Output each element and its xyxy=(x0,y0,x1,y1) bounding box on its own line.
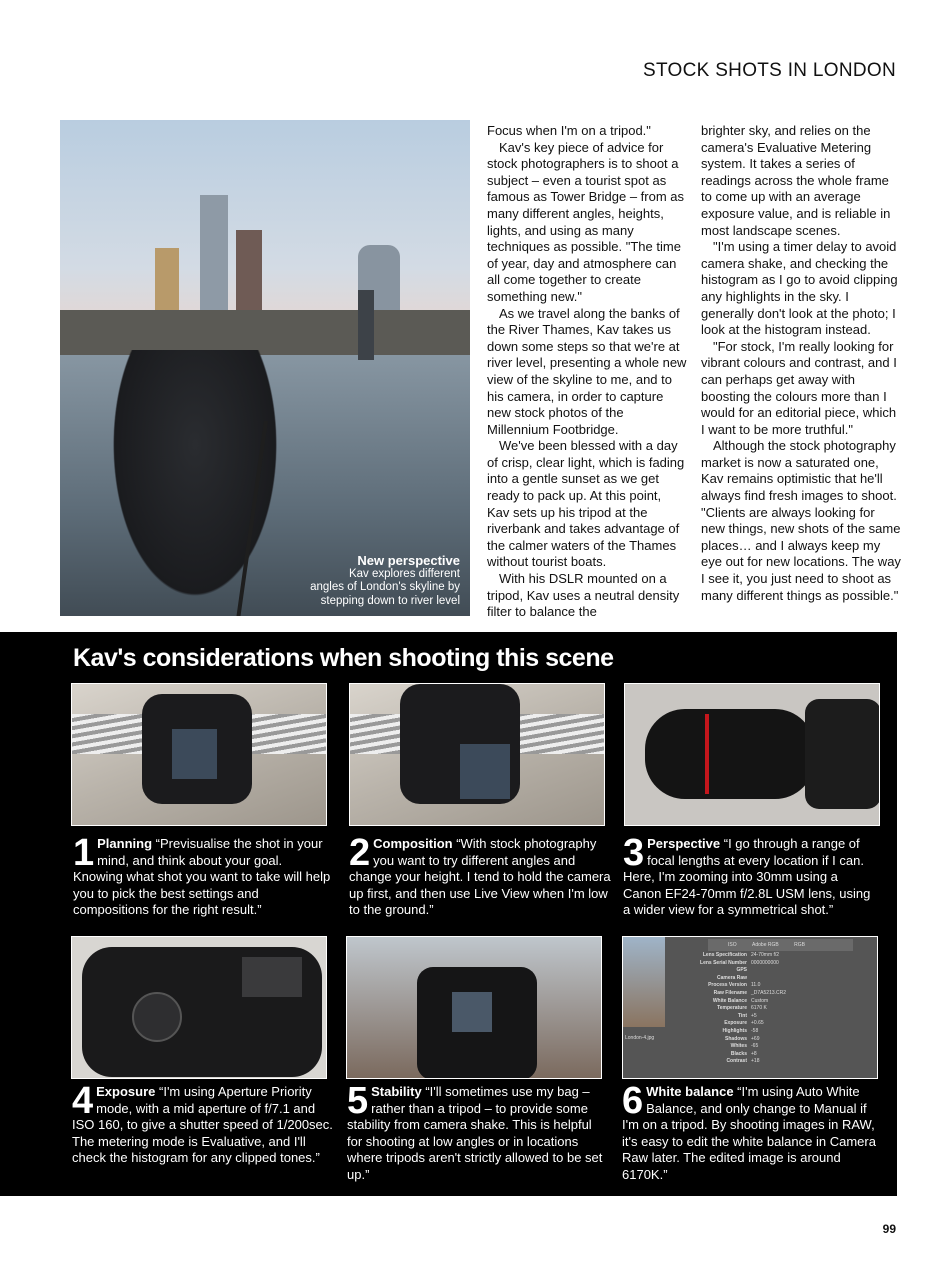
tip-3 xyxy=(623,832,878,919)
tip-5 xyxy=(347,1080,609,1184)
raw-metadata-value: +5 xyxy=(751,1012,757,1019)
box-title: Kav's considerations when shooting this scene xyxy=(73,644,614,672)
tip-label: Planning xyxy=(97,836,153,851)
raw-metadata-row xyxy=(667,967,877,975)
tip-text: “I go through a range of focal lengths at every location if I can. Here, I'm zooming into 30mm using a Canon EF24-70mm f/2.8L USM lens, using a wider view for a symmetrical shot.” xyxy=(623,836,871,918)
raw-metadata-key: Process Version xyxy=(708,982,747,989)
raw-metadata-key: Camera Raw xyxy=(716,974,747,981)
raw-metadata-value: -58 xyxy=(751,1027,759,1034)
raw-metadata-row xyxy=(667,1036,877,1044)
raw-metadata-row xyxy=(667,982,877,990)
tip-number: 1 xyxy=(73,832,95,874)
raw-metadata-value: 24-70mm f/2 xyxy=(751,952,780,958)
raw-metadata-key: Lens Specification xyxy=(702,952,747,958)
raw-panel-top xyxy=(708,939,853,951)
raw-metadata-value: 6170 K xyxy=(751,1005,767,1012)
paragraph: With his DSLR mounted on a tripod, Kav uses a neutral density filter to balance the xyxy=(487,571,680,620)
raw-metadata-value: +0.65 xyxy=(751,1020,764,1027)
caption-line: stepping down to river level xyxy=(320,594,460,607)
raw-metadata-key: Whites xyxy=(730,1043,747,1050)
tip-number: 2 xyxy=(349,832,371,874)
raw-metadata-value: 0000000000 xyxy=(751,959,779,966)
article-column-2 xyxy=(701,123,901,604)
tip-text: “With stock photography you want to try different angles and change your height. I tend to hold the camera up first, and then use Live View when I'm low to the ground.” xyxy=(349,836,611,918)
tip-3-photo xyxy=(624,683,880,826)
raw-metadata-key: Highlights xyxy=(722,1027,747,1034)
paragraph: We've been blessed with a day of crisp, clear light, which is fading into a gentle sunset as we get ready to pack up. At this point, Kav sets up his tripod at the riverbank and takes advantage of the calmer waters of the Thames without tourist boats. xyxy=(487,438,685,570)
paragraph: Focus when I'm on a tripod." xyxy=(487,123,651,138)
tip-number: 6 xyxy=(622,1080,644,1122)
raw-metadata-value: Custom xyxy=(751,997,769,1004)
tip-number: 4 xyxy=(72,1080,94,1122)
raw-metadata-key: Lens Serial Number xyxy=(700,959,747,966)
raw-metadata-key: Raw Filename xyxy=(713,989,747,996)
tip-5-photo xyxy=(346,936,602,1079)
raw-metadata-row xyxy=(667,1005,877,1013)
raw-metadata-key: Contrast xyxy=(726,1058,747,1065)
page-number: 99 xyxy=(882,1222,896,1236)
photographer-figure xyxy=(100,350,290,616)
tip-label: Stability xyxy=(371,1084,422,1099)
raw-metadata-row xyxy=(667,1051,877,1059)
raw-metadata-value: 11.0 xyxy=(751,982,761,989)
section-title: STOCK SHOTS IN LONDON xyxy=(643,60,896,81)
tip-text: “Previsualise the shot in your mind, and think about your goal. Knowing what shot you want to take will help you to pick the best settings and compositions for the right result.” xyxy=(73,836,331,918)
paragraph: "For stock, I'm really looking for vibrant colours and contrast, and I can perhaps get away with boosting the colours more than I would for an editorial piece, which I want to be more truthful." xyxy=(701,338,897,437)
tip-label: Composition xyxy=(373,836,453,851)
raw-metadata-row xyxy=(667,1058,877,1066)
raw-metadata-row xyxy=(667,960,877,968)
tip-4 xyxy=(72,1080,334,1167)
raw-metadata-key: Shadows xyxy=(725,1035,747,1042)
hero-photo xyxy=(60,120,470,616)
camera-raw-metadata xyxy=(667,952,877,1066)
raw-metadata-row xyxy=(667,1020,877,1028)
raw-metadata-value: +8 xyxy=(751,1050,757,1057)
raw-metadata-value: _D7A5213.CR2 xyxy=(751,989,787,996)
tip-number: 5 xyxy=(347,1080,369,1122)
raw-metadata-row xyxy=(667,990,877,998)
tip-2-photo xyxy=(349,683,605,826)
tip-number: 3 xyxy=(623,832,645,874)
tip-1 xyxy=(73,832,335,919)
raw-metadata-key: White Balance xyxy=(712,997,747,1004)
caption-title: New perspective xyxy=(357,553,460,568)
raw-metadata-value: +18 xyxy=(751,1058,760,1065)
article-column-1 xyxy=(487,123,687,621)
thumbnail-filename: London-4.jpg xyxy=(625,1035,655,1041)
paragraph: Although the stock photography market is now a saturated one, Kav remains optimistic that he'll always find fresh images to shoot. "Clients are always looking for new things, new shots of the same places… and I always keep my eye out for new locations. The way I see it, you just need to shoot as many different things as possible." xyxy=(701,438,901,603)
iso-label: ISO xyxy=(728,942,737,948)
raw-metadata-row xyxy=(667,998,877,1006)
raw-metadata-row xyxy=(667,1043,877,1051)
raw-metadata-value: -65 xyxy=(751,1043,759,1050)
raw-metadata-key: Exposure xyxy=(724,1020,747,1027)
tip-text: “I'm using Aperture Priority mode, with a mid aperture of f/7.1 and ISO 160, to give a shutter speed of 1/200sec. The metering mode is Evaluative, and I'll check the histogram for any clipped tones.” xyxy=(72,1084,333,1166)
tip-text: “I'll sometimes use my bag – rather than a tripod – to provide some stability from camera shake. This is helpful for shooting at low angles or in locations where tripods aren't strictly allowed to be set up.” xyxy=(347,1084,603,1182)
raw-metadata-row xyxy=(667,1028,877,1036)
paragraph: As we travel along the banks of the River Thames, Kav takes us down some steps so that we're at river level, presenting a whole new view of the skyline to me, and to his camera, in order to capture new stock photos of the Millennium Footbridge. xyxy=(487,305,687,437)
raw-metadata-key: Blacks xyxy=(730,1050,747,1057)
caption-line: Kav explores different xyxy=(348,567,460,580)
considerations-box xyxy=(0,632,897,1196)
raw-metadata-row xyxy=(667,1013,877,1021)
colorspace-label: RGB xyxy=(794,942,805,948)
tip-label: Perspective xyxy=(647,836,721,851)
tip-2 xyxy=(349,832,611,919)
raw-metadata-key: GPS xyxy=(736,967,747,974)
hero-caption xyxy=(310,554,460,608)
tip-label: Exposure xyxy=(96,1084,156,1099)
raw-metadata-value: +69 xyxy=(751,1035,760,1042)
raw-metadata-row xyxy=(667,952,877,960)
paragraph: Kav's key piece of advice for stock photographers is to shoot a subject – even a tourist spot as famous as Tower Bridge – from as many different angles, heights, lights, and using as many techniques as possible. "The time of year, day and atmosphere can all come together to create something new." xyxy=(487,139,685,304)
tip-4-photo xyxy=(71,936,327,1079)
raw-metadata-key: Tint xyxy=(737,1012,747,1019)
tip-1-photo xyxy=(71,683,327,826)
paragraph: brighter sky, and relies on the camera's Evaluative Metering system. It takes a series of readings across the whole frame to come up with an average exposure value, and is reliable in most landscape scenes. xyxy=(701,123,891,238)
colorspace-label: Adobe RGB xyxy=(752,942,779,948)
caption-line: angles of London's skyline by xyxy=(310,581,460,593)
tip-label: White balance xyxy=(646,1084,734,1099)
paragraph: "I'm using a timer delay to avoid camera shake, and checking the histogram as I go to avoid clipping any highlights in the sky. I generally don't look at the photo; I look at the histogram instead. xyxy=(701,239,898,338)
raw-metadata-key: Temperature xyxy=(717,1005,747,1012)
tip-text: “I'm using Auto White Balance, and only change to Manual if I'm on a tripod. By shooting images in RAW, it's easy to edit the white balance in Camera Raw later. The edited image is around 6170K.” xyxy=(622,1084,876,1182)
raw-metadata-row xyxy=(667,975,877,983)
tip-6-photo xyxy=(622,936,878,1079)
tip-6 xyxy=(622,1080,877,1184)
